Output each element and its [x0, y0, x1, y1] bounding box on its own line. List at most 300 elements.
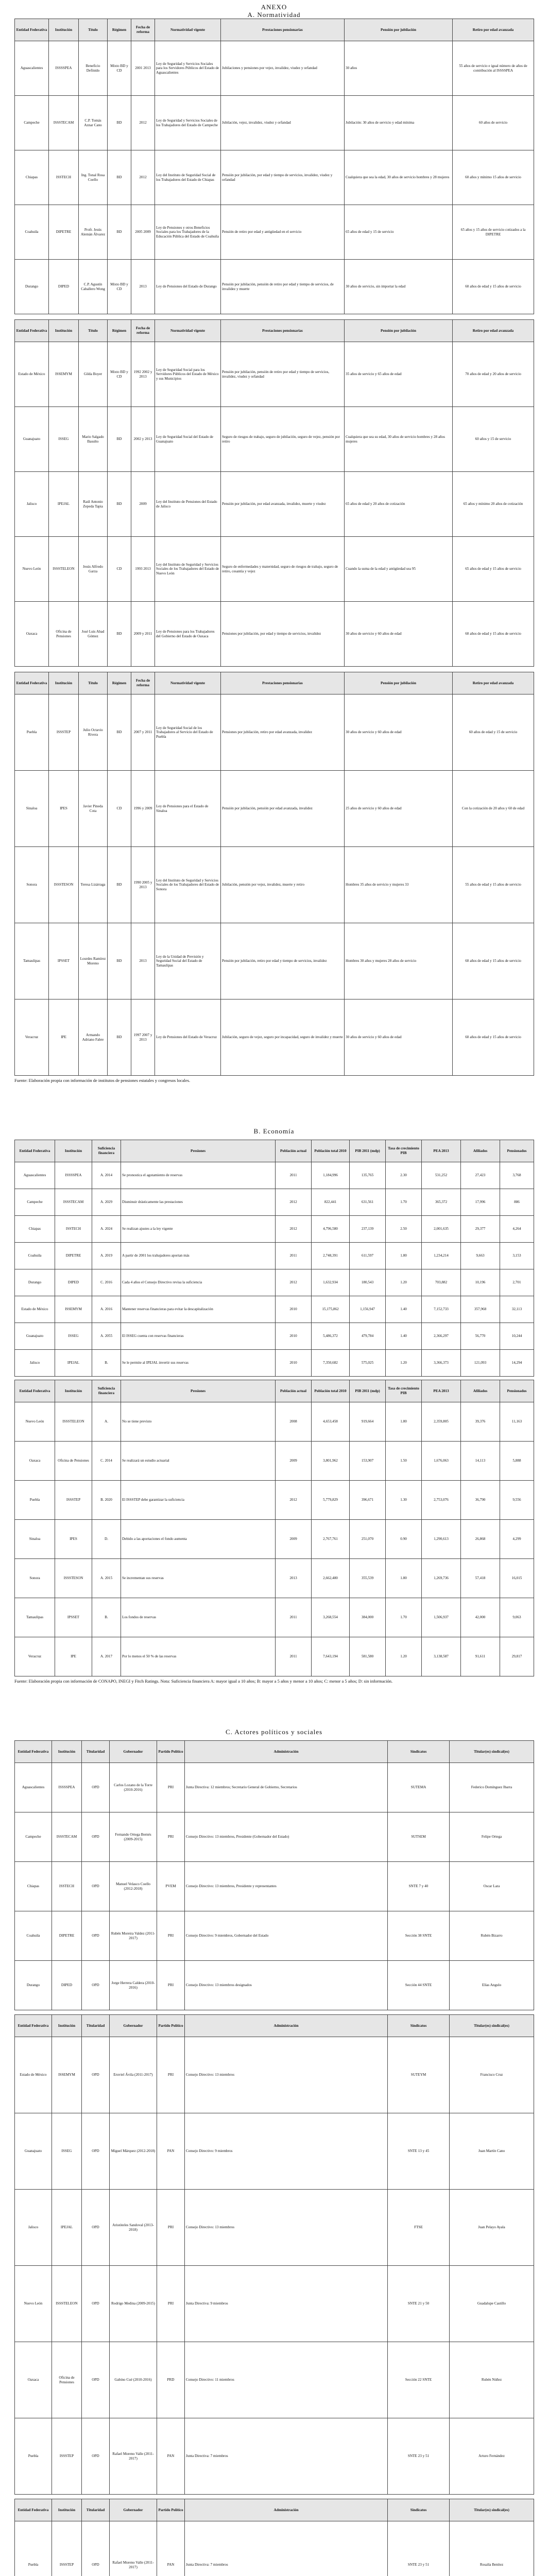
table-cell: Veracruz — [15, 1637, 55, 1676]
table-cell: 2010 — [276, 1323, 312, 1350]
table-cell: Aguascalientes — [15, 1763, 52, 1812]
table-cell: SNTE 23 y 51 — [388, 2418, 450, 2495]
table-cell: 153,907 — [350, 1442, 386, 1481]
table-cell: 7,152,733 — [422, 1296, 461, 1323]
table-cell: Carlos Lozano de la Torre (2010-2016) — [110, 1763, 157, 1812]
table-cell: 1,506,937 — [422, 1598, 461, 1637]
table-cell: Ing. Tonal Rosa Coello — [79, 150, 108, 205]
table-row — [15, 260, 534, 314]
table-row — [15, 2037, 534, 2113]
table-cell: 365,372 — [422, 1189, 461, 1216]
table-cell: 3,138,587 — [422, 1637, 461, 1676]
table-cell: ISSSSPEA — [52, 1763, 82, 1812]
table-cell: Puebla — [15, 2521, 52, 2576]
table-cell: Rubén Bizarro — [450, 1911, 534, 1961]
column-header: PEA 2013 — [422, 1140, 461, 1162]
table-cell: 57,418 — [461, 1559, 500, 1598]
table-row — [15, 537, 534, 602]
table-cell: Campeche — [15, 96, 49, 150]
table-cell: Consejo Directivo: 13 miembros designados — [185, 1961, 388, 2010]
column-header: Partido Político — [157, 2015, 185, 2037]
table-cell: Oaxaca — [15, 2342, 52, 2418]
table-cell: Pensiones por jubilación, por edad y tiempo de servicios, invalidez — [221, 602, 345, 667]
table-row — [15, 1812, 534, 1862]
table-cell: Jesús Alfredo Garza — [79, 537, 108, 602]
table-cell: OPD — [82, 1911, 110, 1961]
table-cell: 65 años de edad y 20 años de cotización — [345, 472, 453, 537]
table-cell: Ley de Seguridad Social del Estado de Guanajuato — [155, 407, 221, 472]
column-header: Institución — [52, 2499, 82, 2521]
table-cell: 30 años de servicio y 60 años de edad — [345, 602, 453, 667]
table-cell: Guanajuato — [15, 1323, 55, 1350]
table-cell: A. 2024 — [92, 1216, 121, 1243]
table-row — [15, 342, 534, 407]
table-cell: 1.80 — [386, 1559, 422, 1598]
column-header: Prestaciones pensionarias — [221, 320, 345, 342]
table-cell: Ley de Seguridad y Servicios Sociales de los Trabajadores del Estado de Campeche — [155, 96, 221, 150]
table-cell: 703,882 — [422, 1269, 461, 1296]
table-cell: 2010 — [276, 1296, 312, 1323]
table-cell: 919,664 — [350, 1402, 386, 1442]
column-header: Entidad Federativa — [15, 1380, 55, 1402]
table-cell: Oficina de Pensiones — [55, 1442, 92, 1481]
table-header-row — [15, 320, 534, 342]
table-cell: IPES — [55, 1520, 92, 1559]
column-header: Título — [79, 320, 108, 342]
table-row — [15, 1520, 534, 1559]
table-cell: CD — [108, 537, 131, 602]
table-cell: Puebla — [15, 1481, 55, 1520]
table-cell: PRI — [157, 2190, 185, 2266]
table-header-row — [15, 1741, 534, 1763]
table-cell: ISSSTEP — [55, 1481, 92, 1520]
table-cell: Consejo Directivo: 13 miembros — [185, 2190, 388, 2266]
table-cell: 575,025 — [350, 1350, 386, 1377]
table-cell: Jubilación: 30 años de servicio y edad mínima — [345, 96, 453, 150]
table-cell: Ley de Seguridad Social de los Trabajadores al Servicio del Estado de Puebla — [155, 694, 221, 771]
table-cell: 2,748,391 — [312, 1243, 350, 1269]
table-cell: IPES — [49, 771, 79, 847]
table-cell: Sonora — [15, 847, 49, 923]
table-cell: 2011 — [276, 1598, 312, 1637]
table-cell: 5,888 — [500, 1442, 534, 1481]
column-header: Normatividad vigente — [155, 19, 221, 41]
table-cell: 30 años de servicio, sin importar la edad — [345, 260, 453, 314]
table-cell: Pensión por jubilación, por edad avanzada, invalidez, muerte y viudez — [221, 472, 345, 537]
table-cell: Jalisco — [15, 2190, 52, 2266]
table-cell: ISSSTELEON — [49, 537, 79, 602]
table-cell: 355,539 — [350, 1559, 386, 1598]
table-cell: 135,765 — [350, 1162, 386, 1189]
table-cell: BD — [108, 96, 131, 150]
table-cell: 1993 2013 — [131, 537, 155, 602]
table-cell: 3,366,373 — [422, 1350, 461, 1377]
column-header: Presiones — [121, 1140, 276, 1162]
table-cell: 1997 2007 y 2013 — [131, 999, 155, 1076]
table-cell: Seguro de riesgos de trabajo, seguro de jubilación, seguro de vejez, pensión por retiro — [221, 407, 345, 472]
table-cell: Sección 44 SNTE — [388, 1961, 450, 2010]
column-header: Entidad Federativa — [15, 672, 49, 694]
column-header: Administración — [185, 1741, 388, 1763]
table-cell: Federico Domínguez Ibarra — [450, 1763, 534, 1812]
table-row — [15, 407, 534, 472]
section-a-table — [14, 672, 534, 1076]
table-cell: 2012 — [276, 1189, 312, 1216]
section-b-table — [14, 1140, 534, 1377]
table-cell: Gabino Cué (2010-2016) — [110, 2342, 157, 2418]
table-cell: B. — [92, 1598, 121, 1637]
table-cell: 17,996 — [461, 1189, 500, 1216]
table-cell: Gilda Boyer — [79, 342, 108, 407]
table-cell: Mixto BD y CD — [108, 342, 131, 407]
section-a-table — [14, 319, 534, 667]
column-header: Presiones — [121, 1380, 276, 1402]
table-row — [15, 771, 534, 847]
table-cell: Cualquiera que sea su edad, 30 años de servicio hombres y 28 años mujeres — [345, 407, 453, 472]
table-cell: 25 años de servicio y 60 años de edad — [345, 771, 453, 847]
table-cell: 2001 2013 — [131, 41, 155, 96]
table-cell: Guanajuato — [15, 407, 49, 472]
table-cell: 60 años de servicio — [453, 96, 534, 150]
table-cell: Puebla — [15, 694, 49, 771]
table-cell: 91,611 — [461, 1637, 500, 1676]
table-cell: 1.20 — [386, 1350, 422, 1377]
column-header: Retiro por edad avanzada — [453, 19, 534, 41]
table-row — [15, 1598, 534, 1637]
table-cell: Ley del Instituto de Seguridad y Servicios Sociales de los Trabajadores del Estado de Sonora — [155, 847, 221, 923]
table-row — [15, 2418, 534, 2495]
table-cell: 2010 — [276, 1350, 312, 1377]
table-cell: BD — [108, 472, 131, 537]
table-row — [15, 2342, 534, 2418]
table-cell: Fernando Ortega Bernés (2009-2015) — [110, 1812, 157, 1862]
table-row — [15, 2190, 534, 2266]
table-cell: Francisco Cruz — [450, 2037, 534, 2113]
column-header: Afiliados — [461, 1380, 500, 1402]
table-cell: Pensiones por jubilación, retiro por edad avanzada, invalidez — [221, 694, 345, 771]
table-cell: IPSSET — [49, 923, 79, 999]
table-cell: Junta Directiva: 7 miembros — [185, 2521, 388, 2576]
table-cell: 4,796,580 — [312, 1216, 350, 1243]
table-cell: OPD — [82, 2521, 110, 2576]
table-cell: 2.30 — [386, 1162, 422, 1189]
table-cell: Manuel Velasco Coello (2012-2018) — [110, 1862, 157, 1911]
table-cell: 396,671 — [350, 1481, 386, 1520]
table-cell: Cualquiera que sea la edad, 30 años de servicio hombres y 28 mujeres — [345, 150, 453, 205]
table-cell: Puebla — [15, 2418, 52, 2495]
table-cell: Juan Martín Cano — [450, 2113, 534, 2190]
column-header: Titular(es) sindical(es) — [450, 2015, 534, 2037]
table-cell: 2009 y 2011 — [131, 602, 155, 667]
section-c-title: C. Actores políticos y sociales — [225, 1728, 323, 1736]
table-cell: Profr. Jesús Alemán Álvarez — [79, 205, 108, 260]
table-row — [15, 923, 534, 999]
table-header-row — [15, 2499, 534, 2521]
table-cell: 5,486,372 — [312, 1323, 350, 1350]
table-cell: SNTE 21 y 50 — [388, 2266, 450, 2342]
table-cell: 2013 — [131, 923, 155, 999]
table-cell: Coahuila — [15, 205, 49, 260]
table-cell: Rubén Núñez — [450, 2342, 534, 2418]
table-cell: Cuando la suma de la edad y antigüedad sea 95 — [345, 537, 453, 602]
table-cell: Oaxaca — [15, 1442, 55, 1481]
table-cell: IPEJAL — [52, 2190, 82, 2266]
table-cell: Junta Directiva: 9 miembros — [185, 2266, 388, 2342]
table-cell: OPD — [82, 2266, 110, 2342]
table-cell: Veracruz — [15, 999, 49, 1076]
table-cell: Pensión por jubilación, pensión por edad avanzada, invalidez — [221, 771, 345, 847]
table-cell: B. 2020 — [92, 1481, 121, 1520]
table-cell: CD — [108, 771, 131, 847]
table-cell: 1,676,063 — [422, 1442, 461, 1481]
table-cell: El ISSEG cuenta con reservas financieras — [121, 1323, 276, 1350]
table-cell: 1.20 — [386, 1269, 422, 1296]
table-row — [15, 1323, 534, 1350]
table-row — [15, 1442, 534, 1481]
table-cell: 26,868 — [461, 1520, 500, 1559]
table-cell: PAN — [157, 2418, 185, 2495]
table-row — [15, 1961, 534, 2010]
table-header-row — [15, 672, 534, 694]
table-cell: Consejo Directivo: 13 miembros, Presidente y representantes — [185, 1862, 388, 1911]
table-cell: PRI — [157, 1961, 185, 2010]
table-cell: Javier Pineda Cota — [79, 771, 108, 847]
column-header: Titularidad — [82, 1741, 110, 1763]
table-cell: OPD — [82, 1862, 110, 1911]
table-cell: 9,063 — [500, 1598, 534, 1637]
column-header: Título — [79, 672, 108, 694]
column-header: Pensionados — [500, 1140, 534, 1162]
table-cell: Armando Adriano Fabre — [79, 999, 108, 1076]
table-cell: Teresa Lizárraga — [79, 847, 108, 923]
column-header: Pensión por jubilación — [345, 19, 453, 41]
column-header: PEA 2013 — [422, 1380, 461, 1402]
table-cell: OPD — [82, 2037, 110, 2113]
column-header: Pensión por jubilación — [345, 320, 453, 342]
column-header: Fecha de reforma — [131, 19, 155, 41]
table-row — [15, 999, 534, 1076]
table-cell: Julio Octavio Rivera — [79, 694, 108, 771]
column-header: Suficiencia financiera — [92, 1140, 121, 1162]
column-header: Entidad Federativa — [15, 320, 49, 342]
table-row — [15, 847, 534, 923]
column-header: Retiro por edad avanzada — [453, 672, 534, 694]
table-cell: Beneficio Definido — [79, 41, 108, 96]
table-cell: ISSSTEP — [52, 2418, 82, 2495]
table-cell: 0.90 — [386, 1520, 422, 1559]
table-cell: Oficina de Pensiones — [49, 602, 79, 667]
table-cell: 14,113 — [461, 1442, 500, 1481]
table-row — [15, 1296, 534, 1323]
table-cell: 2,701 — [500, 1269, 534, 1296]
column-header: Entidad Federativa — [15, 2499, 52, 2521]
column-header: Institución — [49, 672, 79, 694]
table-cell: ISSEMYM — [49, 342, 79, 407]
column-header: PIB 2011 (mdp) — [350, 1140, 386, 1162]
column-header: Población total 2010 — [312, 1380, 350, 1402]
table-cell: 55 años de edad y 15 años de servicio — [453, 847, 534, 923]
column-header: Entidad Federativa — [15, 1140, 55, 1162]
table-cell: B. — [92, 1350, 121, 1377]
table-cell: 2012 — [131, 150, 155, 205]
table-cell: Rafael Moreno Valle (2011-2017) — [110, 2521, 157, 2576]
table-cell: Consejo Directivo: 13 miembros, Presidente (Gobernador del Estado) — [185, 1812, 388, 1862]
column-header: Retiro por edad avanzada — [453, 320, 534, 342]
column-header: Institución — [52, 1741, 82, 1763]
table-cell: FTSE — [388, 2190, 450, 2266]
table-cell: 822,441 — [312, 1189, 350, 1216]
table-cell: Estado de México — [15, 342, 49, 407]
table-cell: Se incrementan sus reservas — [121, 1559, 276, 1598]
column-header: Institución — [55, 1380, 92, 1402]
section-b — [14, 1140, 534, 1676]
section-b-source: Fuente: Elaboración propia con información de CONAPO, INEGI y Fitch Ratings. Nota: Suficiencia financiera A: mayor igual a 10 años; B: mayor a 5 años y menor a 10 años; C: menor a 5 años; D: sin información. — [14, 1679, 393, 1684]
table-cell: Miguel Márquez (2012-2018) — [110, 2113, 157, 2190]
table-cell: BD — [108, 150, 131, 205]
table-cell: Junta Directiva: 12 miembros; Secretario General de Gobierno, Secretarios — [185, 1763, 388, 1812]
table-cell: Ley de Seguridad Social para los Servidores Públicos del Estado de México y sus Municipios — [155, 342, 221, 407]
table-cell: 2013 — [276, 1559, 312, 1598]
table-cell: ISSEMYM — [55, 1296, 92, 1323]
table-cell: 1990 2005 y 2013 — [131, 847, 155, 923]
table-row — [15, 1350, 534, 1377]
table-cell: 35 años de servicio y 65 años de edad — [345, 342, 453, 407]
table-cell: SUTEYM — [388, 2037, 450, 2113]
column-header: Entidad Federativa — [15, 1741, 52, 1763]
table-cell: Mixto BD y CD — [108, 41, 131, 96]
table-cell: 2007 y 2011 — [131, 694, 155, 771]
table-cell: 121,093 — [461, 1350, 500, 1377]
section-b-table — [14, 1380, 534, 1676]
table-cell: IPE — [49, 999, 79, 1076]
table-cell: 60 años de edad y 15 años de servicio — [453, 260, 534, 314]
table-cell: Chiapas — [15, 1862, 52, 1911]
column-header: Normatividad vigente — [155, 320, 221, 342]
table-cell: 2012 — [276, 1481, 312, 1520]
table-cell: 3,268,554 — [312, 1598, 350, 1637]
table-row — [15, 1189, 534, 1216]
table-cell: BD — [108, 999, 131, 1076]
table-cell: Seguro de enfermedades y maternidad, seguro de riesgos de trabajo, seguro de retiro, cesantía y vejez — [221, 537, 345, 602]
table-cell: OPD — [82, 1812, 110, 1862]
column-header: Régimen — [108, 19, 131, 41]
table-cell: SNTE 13 y 45 — [388, 2113, 450, 2190]
table-cell: 2011 — [276, 1162, 312, 1189]
table-cell: 10,196 — [461, 1269, 500, 1296]
table-cell: DIPED — [55, 1269, 92, 1296]
column-header: PIB 2011 (mdp) — [350, 1380, 386, 1402]
table-cell: BD — [108, 694, 131, 771]
table-cell: 2,359,805 — [422, 1402, 461, 1442]
table-cell: 9,663 — [461, 1243, 500, 1269]
table-cell: Estado de México — [15, 1296, 55, 1323]
table-row — [15, 2521, 534, 2576]
table-cell: 9,556 — [500, 1481, 534, 1520]
table-cell: ISSSTESON — [49, 847, 79, 923]
table-cell: OPD — [82, 1763, 110, 1812]
table-cell: 531,252 — [422, 1162, 461, 1189]
column-header: Gobernador — [110, 2015, 157, 2037]
table-cell: Hombres 35 años de servicio y mujeres 33 — [345, 847, 453, 923]
table-cell: PRI — [157, 2037, 185, 2113]
table-cell: Se realizan ajustes a la ley vigente — [121, 1216, 276, 1243]
table-cell: Jalisco — [15, 1350, 55, 1377]
column-header: Institución — [49, 320, 79, 342]
table-row — [15, 1269, 534, 1296]
table-cell: Rubén Moreira Valdez (2011-2017) — [110, 1911, 157, 1961]
table-cell: Ley de Pensiones para el Estado de Sinaloa — [155, 771, 221, 847]
table-cell: SUTSEM — [388, 1812, 450, 1862]
table-cell: SNTE 23 y 51 — [388, 2521, 450, 2576]
table-cell: 65 años y mínimo 20 años de cotización — [453, 472, 534, 537]
column-header: Administración — [185, 2015, 388, 2037]
table-cell: 60 años y mínimo 15 años de servicio — [453, 150, 534, 205]
table-cell: Guadalupe Castillo — [450, 2266, 534, 2342]
table-row — [15, 602, 534, 667]
table-cell: Nuevo León — [15, 537, 49, 602]
table-cell: PVEM — [157, 1862, 185, 1911]
section-c — [14, 1740, 534, 2576]
table-cell: PRD — [157, 2342, 185, 2418]
table-row — [15, 1162, 534, 1189]
section-c-table — [14, 1740, 534, 2010]
table-cell: 65 años de edad y 15 de servicio — [345, 205, 453, 260]
section-a-title: A. Normatividad — [247, 11, 301, 19]
table-cell: El ISSSTEP debe garantizar la suficiencia — [121, 1481, 276, 1520]
table-cell: Ley de Pensiones del Estado de Veracruz — [155, 999, 221, 1076]
table-cell: A. 2017 — [92, 1637, 121, 1676]
table-cell: PRI — [157, 2266, 185, 2342]
table-cell: 3,153 — [500, 1243, 534, 1269]
table-cell: 2,767,761 — [312, 1520, 350, 1559]
table-cell: ISSEG — [52, 2113, 82, 2190]
column-header: Administración — [185, 2499, 388, 2521]
table-cell: 886 — [500, 1189, 534, 1216]
table-cell: Campeche — [15, 1812, 52, 1862]
table-cell: 42,000 — [461, 1598, 500, 1637]
table-cell: 30 años — [345, 41, 453, 96]
table-cell: 4,264 — [500, 1216, 534, 1243]
column-header: Institución — [52, 2015, 82, 2037]
table-cell: ISSTECH — [49, 150, 79, 205]
table-cell: 2011 — [276, 1637, 312, 1676]
table-cell: 29,377 — [461, 1216, 500, 1243]
table-cell: Oscar Lara — [450, 1862, 534, 1911]
table-cell: 2002 y 2013 — [131, 407, 155, 472]
table-row — [15, 472, 534, 537]
table-cell: SUTEMA — [388, 1763, 450, 1812]
column-header: Titular(es) sindical(es) — [450, 2499, 534, 2521]
table-cell: 55 años de servicio e igual número de años de contribución al ISSSSPEA — [453, 41, 534, 96]
column-header: Población actual — [276, 1380, 312, 1402]
table-cell: Guanajuato — [15, 2113, 52, 2190]
table-row — [15, 96, 534, 150]
column-header: Titularidad — [82, 2499, 110, 2521]
column-header: Tasa de crecimiento PIB — [386, 1140, 422, 1162]
table-cell: Ley del Instituto de Seguridad y Servicios Sociales de los Trabajadores del Estado de Nuevo León — [155, 537, 221, 602]
column-header: Tasa de crecimiento PIB — [386, 1380, 422, 1402]
table-cell: 2013 — [131, 260, 155, 314]
table-row — [15, 694, 534, 771]
table-cell: ISSSSPEA — [49, 41, 79, 96]
table-cell: Durango — [15, 260, 49, 314]
column-header: Partido Político — [157, 1741, 185, 1763]
column-header: Régimen — [108, 320, 131, 342]
table-cell: 65 años y 15 años de servicio cotizados a la DIPETRE — [453, 205, 534, 260]
column-header: Entidad Federativa — [15, 2015, 52, 2037]
table-cell: 2012 — [276, 1216, 312, 1243]
column-header: Sindicatos — [388, 1741, 450, 1763]
